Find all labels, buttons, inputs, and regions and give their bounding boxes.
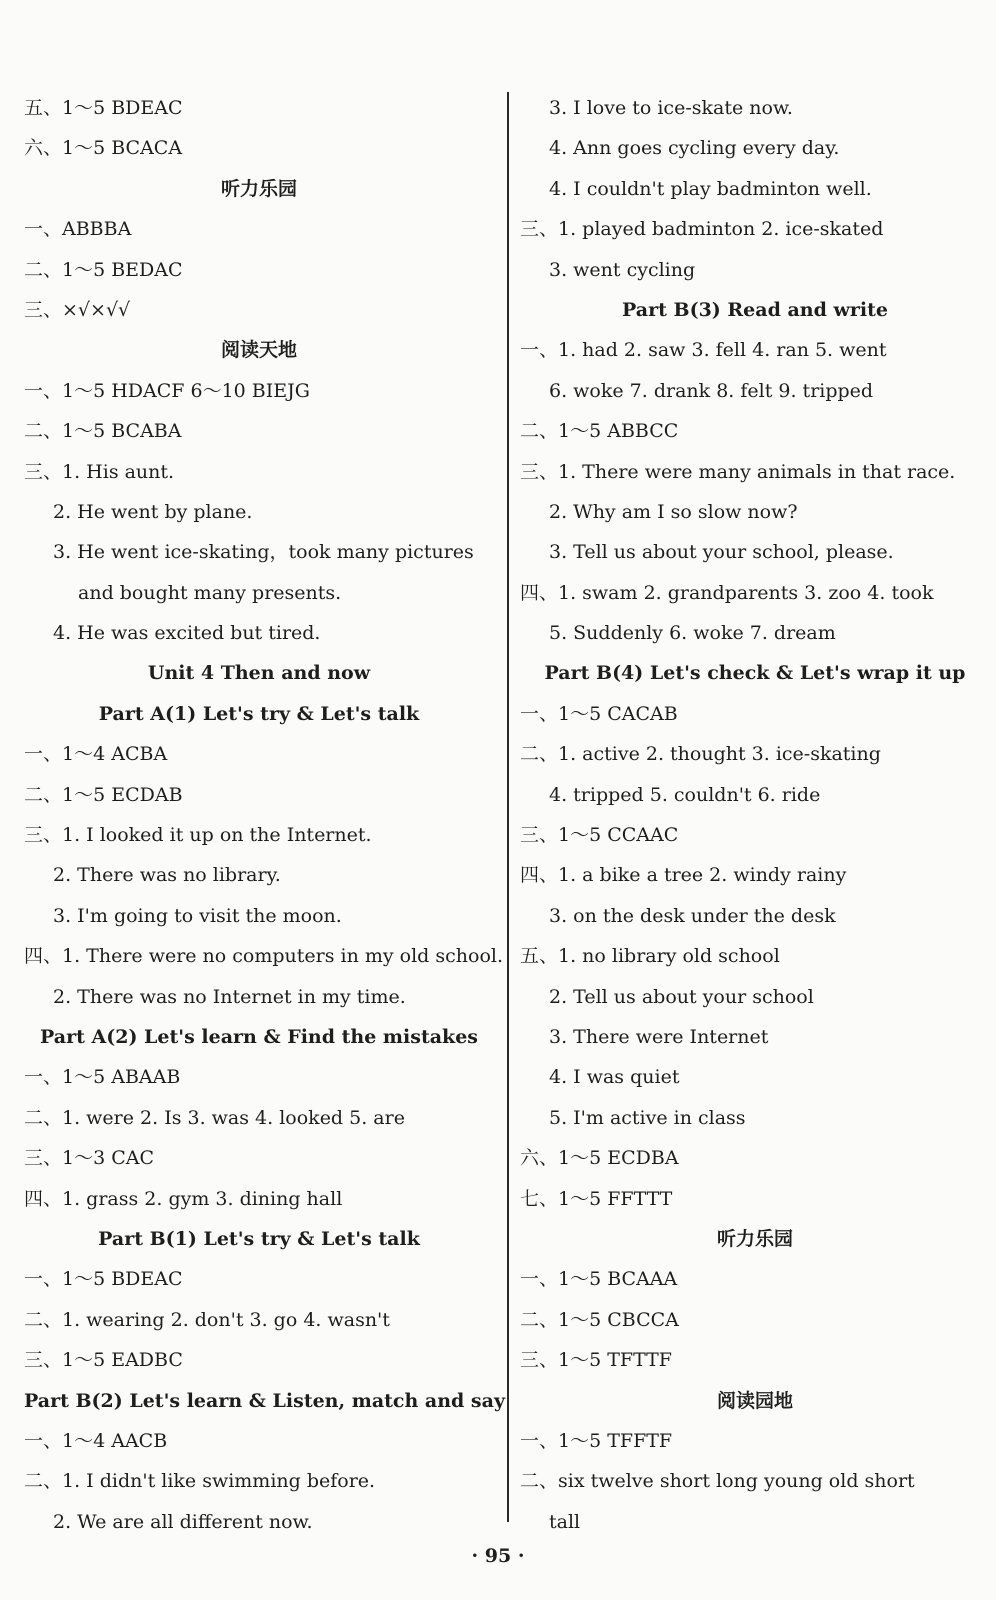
answer-line: 4. tripped 5. couldn't 6. ride xyxy=(549,783,821,806)
answer-line: 5. Suddenly 6. woke 7. dream xyxy=(549,622,836,645)
answer-line: 四、1. a bike a tree 2. windy rainy xyxy=(520,864,847,887)
answer-line: tall xyxy=(549,1510,581,1533)
answer-line: 三、1. I looked it up on the Internet. xyxy=(24,824,372,847)
answer-line: 一、ABBBA xyxy=(24,218,132,241)
section-heading: 听力乐园 xyxy=(220,177,297,200)
answer-line: 4. I was quiet xyxy=(549,1066,680,1089)
answer-line: 一、1～5 BDEAC xyxy=(24,1268,183,1291)
section-heading: 阅读园地 xyxy=(716,1389,793,1412)
answer-line: 3. Tell us about your school, please. xyxy=(549,541,894,564)
answer-line: 一、1～5 HDACF 6～10 BIEJG xyxy=(24,379,310,402)
answer-line: 一、1～5 TFFTF xyxy=(520,1429,673,1452)
answer-line: 二、1～5 ECDAB xyxy=(24,783,183,806)
answer-line: 一、1～4 ACBA xyxy=(24,743,168,766)
answer-line: 三、1～5 CCAAC xyxy=(520,824,679,847)
section-heading: Part B(2) Let's learn & Listen, match and say xyxy=(24,1389,505,1412)
answer-line: 二、1. active 2. thought 3. ice-skating xyxy=(520,743,881,766)
column-divider xyxy=(507,92,509,1522)
section-heading: Part A(2) Let's learn & Find the mistakes xyxy=(40,1025,478,1048)
answer-line: 四、1. There were no computers in my old school. xyxy=(24,945,504,968)
answer-line: 3. I love to ice-skate now. xyxy=(549,97,793,119)
answer-line: 二、1～5 BCABA xyxy=(24,420,182,443)
section-heading: 听力乐园 xyxy=(716,1227,793,1250)
answer-line: 4. Ann goes cycling every day. xyxy=(549,137,840,160)
answer-line: 2. Tell us about your school xyxy=(549,985,814,1008)
answer-line: 2. He went by plane. xyxy=(53,500,253,523)
answer-line: 3. went cycling xyxy=(549,258,696,281)
left-column xyxy=(24,88,505,1542)
answer-line: 三、1～5 TFTTF xyxy=(520,1349,672,1372)
answer-line: 三、1～5 EADBC xyxy=(24,1349,183,1372)
answer-line: and bought many presents. xyxy=(78,581,342,604)
answer-line: 一、1～5 BCAAA xyxy=(520,1268,678,1291)
section-heading: Part B(4) Let's check & Let's wrap it up xyxy=(544,662,966,685)
section-heading: Part B(3) Read and write xyxy=(622,298,888,321)
answer-line: 3. He went ice-skating，took many pictures xyxy=(53,541,474,564)
answer-line: 三、1～3 CAC xyxy=(24,1147,155,1170)
answer-line: 2. We are all different now. xyxy=(53,1510,313,1533)
right-column xyxy=(520,88,990,1542)
answer-line: 6. woke 7. drank 8. felt 9. tripped xyxy=(549,379,874,402)
answer-line: 七、1～5 FFTTT xyxy=(520,1187,673,1210)
section-heading: Part B(1) Let's try & Let's talk xyxy=(98,1227,420,1250)
answer-line: 一、1～4 AACB xyxy=(24,1429,168,1452)
answer-line: 二、1. wearing 2. don't 3. go 4. wasn't xyxy=(24,1308,390,1331)
answer-line: 三、1. There were many animals in that race. xyxy=(520,460,956,483)
answer-line: 三、1. His aunt. xyxy=(24,460,175,483)
answer-line: 四、1. grass 2. gym 3. dining hall xyxy=(24,1187,343,1210)
answer-line: 一、1～5 CACAB xyxy=(520,702,678,725)
answer-line: 二、1. I didn't like swimming before. xyxy=(24,1470,376,1493)
answer-line: 4. I couldn't play badminton well. xyxy=(549,177,872,200)
answer-line: 2. There was no library. xyxy=(53,864,281,887)
answer-line: 二、1～5 BEDAC xyxy=(24,258,183,281)
answer-line: 3. I'm going to visit the moon. xyxy=(53,904,342,927)
answer-line: 3. There were Internet xyxy=(549,1025,769,1048)
answer-line: 二、1～5 CBCCA xyxy=(520,1308,679,1331)
answer-line: 2. Why am I so slow now? xyxy=(549,500,798,523)
answer-line: 5. I'm active in class xyxy=(549,1106,746,1129)
answer-line: 六、1～5 BCACA xyxy=(24,137,183,160)
answer-line: 六、1～5 ECDBA xyxy=(520,1147,679,1170)
answer-line: 3. on the desk under the desk xyxy=(549,904,836,927)
answer-line: 五、1～5 BDEAC xyxy=(24,97,183,119)
answer-line: 2. There was no Internet in my time. xyxy=(53,985,406,1008)
answer-line: 四、1. swam 2. grandparents 3. zoo 4. took xyxy=(520,581,934,604)
answer-line: 一、1～5 ABAAB xyxy=(24,1066,181,1089)
answer-line: 三、×√×√√ xyxy=(24,298,131,321)
answer-line: 三、1. played badminton 2. ice-skated xyxy=(520,218,884,241)
page-number: · 95 · xyxy=(471,1545,525,1567)
answer-line: 五、1. no library old school xyxy=(520,945,780,968)
answer-line: 一、1. had 2. saw 3. fell 4. ran 5. went xyxy=(520,339,887,362)
section-heading: 阅读天地 xyxy=(220,339,297,362)
answer-line: 4. He was excited but tired. xyxy=(53,622,321,645)
section-heading: Unit 4 Then and now xyxy=(147,662,371,685)
answer-line: 二、1～5 ABBCC xyxy=(520,420,679,443)
answer-line: 二、1. were 2. Is 3. was 4. looked 5. are xyxy=(24,1106,405,1129)
section-heading: Part A(1) Let's try & Let's talk xyxy=(98,702,420,725)
answer-line: 二、six twelve short long young old short xyxy=(520,1470,915,1493)
